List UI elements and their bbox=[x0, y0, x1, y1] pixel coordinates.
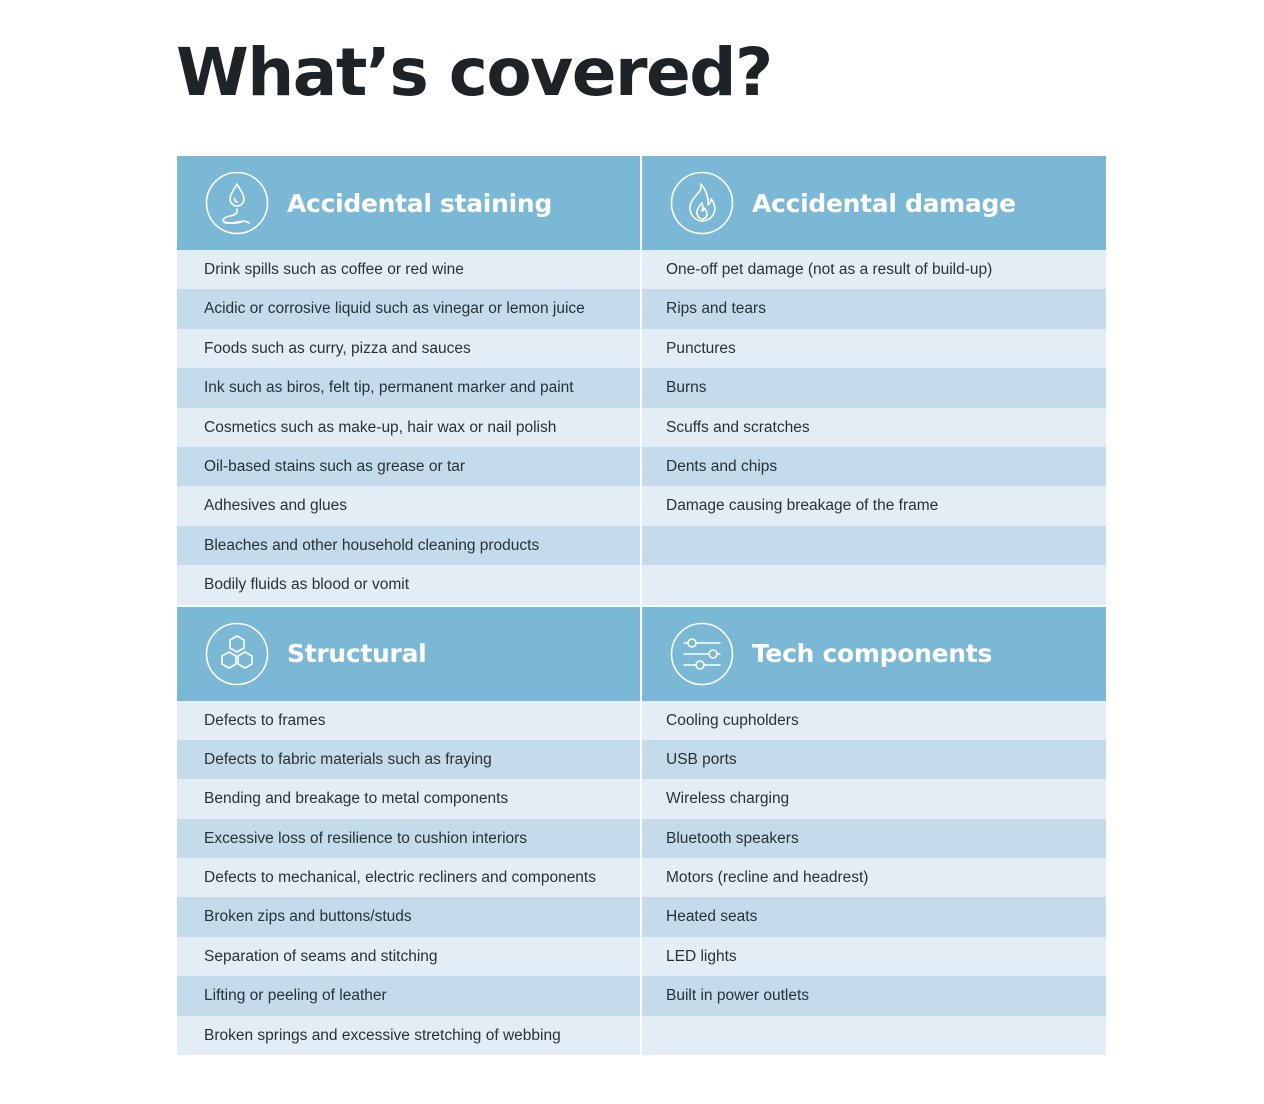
list-item: Bending and breakage to metal components bbox=[177, 779, 640, 818]
coverage-column-tech-components bbox=[642, 607, 1106, 1056]
list-item: Cooling cupholders bbox=[642, 701, 1106, 740]
list-item: Acidic or corrosive liquid such as vinegar or lemon juice bbox=[177, 289, 640, 328]
column-title: Tech components bbox=[752, 639, 993, 669]
page-title: What’s covered? bbox=[176, 34, 772, 111]
coverage-list bbox=[177, 701, 640, 1056]
list-item: Adhesives and glues bbox=[177, 486, 640, 525]
list-item bbox=[642, 565, 1106, 604]
coverage-column-structural bbox=[177, 607, 642, 1056]
list-item: Rips and tears bbox=[642, 289, 1106, 328]
coverage-list bbox=[642, 250, 1106, 605]
list-item: Dents and chips bbox=[642, 447, 1106, 486]
sliders-icon bbox=[670, 622, 734, 686]
column-title: Accidental damage bbox=[752, 188, 1016, 218]
coverage-column-accidental-damage bbox=[642, 156, 1106, 605]
coverage-list bbox=[177, 250, 640, 605]
list-item: Burns bbox=[642, 368, 1106, 407]
coverage-section bbox=[177, 605, 1106, 1056]
list-item bbox=[642, 1016, 1106, 1055]
column-header bbox=[642, 156, 1106, 250]
list-item: Motors (recline and headrest) bbox=[642, 858, 1106, 897]
column-header bbox=[177, 156, 640, 250]
coverage-section bbox=[177, 156, 1106, 605]
list-item: Separation of seams and stitching bbox=[177, 937, 640, 976]
column-header bbox=[177, 607, 640, 701]
list-item: Cosmetics such as make-up, hair wax or nail polish bbox=[177, 408, 640, 447]
list-item: LED lights bbox=[642, 937, 1106, 976]
list-item: Bleaches and other household cleaning products bbox=[177, 526, 640, 565]
coverage-table bbox=[177, 156, 1106, 1055]
list-item: Excessive loss of resilience to cushion interiors bbox=[177, 819, 640, 858]
droplet-spill-icon bbox=[205, 171, 269, 235]
list-item: Wireless charging bbox=[642, 779, 1106, 818]
flame-icon bbox=[670, 171, 734, 235]
hexagons-icon bbox=[205, 622, 269, 686]
list-item bbox=[642, 526, 1106, 565]
list-item: Scuffs and scratches bbox=[642, 408, 1106, 447]
list-item: One-off pet damage (not as a result of build-up) bbox=[642, 250, 1106, 289]
list-item: Defects to fabric materials such as fraying bbox=[177, 740, 640, 779]
list-item: Ink such as biros, felt tip, permanent marker and paint bbox=[177, 368, 640, 407]
list-item: Broken zips and buttons/studs bbox=[177, 897, 640, 936]
list-item: Punctures bbox=[642, 329, 1106, 368]
column-title: Structural bbox=[287, 639, 427, 669]
list-item: Drink spills such as coffee or red wine bbox=[177, 250, 640, 289]
list-item: Built in power outlets bbox=[642, 976, 1106, 1015]
list-item: Broken springs and excessive stretching of webbing bbox=[177, 1016, 640, 1055]
coverage-list bbox=[642, 701, 1106, 1056]
column-title: Accidental staining bbox=[287, 188, 552, 218]
list-item: Bluetooth speakers bbox=[642, 819, 1106, 858]
list-item: Foods such as curry, pizza and sauces bbox=[177, 329, 640, 368]
list-item: Bodily fluids as blood or vomit bbox=[177, 565, 640, 604]
coverage-column-accidental-staining bbox=[177, 156, 642, 605]
list-item: Defects to frames bbox=[177, 701, 640, 740]
column-header bbox=[642, 607, 1106, 701]
list-item: Damage causing breakage of the frame bbox=[642, 486, 1106, 525]
list-item: Lifting or peeling of leather bbox=[177, 976, 640, 1015]
list-item: Defects to mechanical, electric recliners and components bbox=[177, 858, 640, 897]
list-item: Heated seats bbox=[642, 897, 1106, 936]
list-item: Oil-based stains such as grease or tar bbox=[177, 447, 640, 486]
list-item: USB ports bbox=[642, 740, 1106, 779]
